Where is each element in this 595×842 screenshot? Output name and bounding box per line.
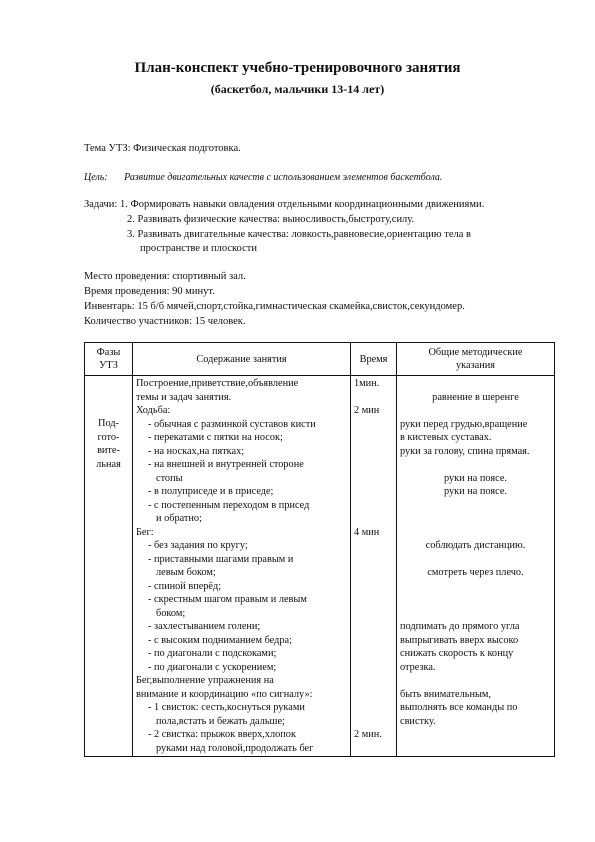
notes-line: руки за голову, спина прямая. — [400, 445, 530, 457]
notes-line: руки перед грудью,вращение — [400, 418, 528, 430]
content-line: темы и задач занятия. — [136, 391, 232, 403]
goal-text: Развитие двигательных качеств с использованием элементов баскетбола. — [124, 172, 443, 183]
content-cell — [133, 376, 351, 757]
content-line: боком; — [156, 607, 186, 619]
content-line: - 2 свистка: прыжок вверх,хлопок — [148, 729, 296, 740]
content-line: - 1 свисток: сесть,коснуться руками — [148, 702, 305, 713]
content-line: Ходьба: — [136, 405, 171, 416]
inventory-line: Инвентарь: 15 б/б мячей,спорт,стойка,гимнастическая скамейка,свисток,секундомер. — [84, 301, 465, 312]
content-line: Бег,выполнение упражнения на — [136, 675, 274, 686]
notes-cell — [397, 376, 555, 757]
document-title: План-конспект учебно-тренировочного занятия — [134, 60, 461, 76]
header-phase-line: Фазы — [96, 347, 121, 358]
content-line: Бег: — [136, 526, 154, 538]
phase-text: вите- — [97, 445, 120, 456]
notes-line: выполнять все команды по — [400, 702, 518, 713]
goal-label: Цель: — [84, 172, 108, 183]
document-subtitle: (баскетбол, мальчики 13-14 лет) — [210, 82, 385, 96]
header-time: Время — [351, 343, 397, 376]
content-line: - спиной вперёд; — [148, 580, 222, 592]
content-line: - захлестыванием голени; — [148, 621, 261, 632]
header-notes-line: указания — [456, 360, 495, 371]
content-line: - по диагонали с ускорением; — [148, 661, 277, 673]
notes-line: снижать скорость к концу — [400, 648, 514, 659]
time-line: Время проведения: 90 минут. — [84, 286, 215, 297]
content-line: и обратно; — [156, 513, 202, 524]
notes-line: смотреть через плечо. — [427, 567, 524, 578]
notes-line: в кистевых суставах. — [400, 432, 492, 443]
goal-line — [84, 172, 442, 183]
header-notes-line: Общие методические — [428, 347, 523, 358]
tasks-line-1: Задачи: 1. Формировать навыки овладения отдельными координационными движениями. — [84, 199, 485, 210]
time-value: 1мин. — [354, 378, 380, 389]
content-line: - обычная с разминкой суставов кисти — [148, 418, 316, 430]
time-value: 4 мин — [354, 526, 380, 538]
notes-line: отрезка. — [400, 661, 436, 673]
content-line: - с высоким подниманием бедра; — [148, 634, 292, 646]
header-phase-line: УТЗ — [99, 360, 118, 371]
content-line: - скрестным шагом правым и левым — [148, 594, 307, 605]
notes-line: руки на поясе. — [444, 486, 507, 497]
phase-text: льная — [96, 458, 121, 470]
notes-line: свистку. — [400, 715, 436, 727]
content-line: - перекатами с пятки на носок; — [148, 432, 283, 443]
content-line: - на внешней и внутренней стороне — [148, 459, 304, 470]
content-line: Построение,приветствие,объявление — [136, 378, 299, 389]
tasks-line-4: пространстве и плоскости — [140, 243, 257, 254]
content-line: - без задания по кругу; — [148, 540, 248, 551]
content-line: левым боком; — [156, 567, 216, 578]
notes-line: быть внимательным, — [400, 688, 491, 700]
notes-line: подпимать до прямого угла — [400, 621, 520, 632]
header-notes — [397, 343, 555, 376]
content-line: стопы — [156, 472, 183, 484]
notes-line: равнение в шеренге — [432, 391, 519, 403]
time-value: 2 мин. — [354, 729, 382, 740]
content-line: - на носках,на пятках; — [148, 445, 245, 457]
table-header-row — [85, 343, 555, 376]
theme-line: Тема УТЗ: Физическая подготовка. — [84, 143, 241, 154]
notes-line: соблюдать дистанцию. — [425, 540, 526, 551]
participants-line: Количество участников: 15 человек. — [84, 316, 246, 327]
tasks-line-3: 3. Развивать двигательные качества: ловкость,равновесие,ориентацию тела в — [127, 229, 471, 240]
content-line: - с постепенным переходом в присед — [148, 499, 310, 511]
lesson-plan-table — [84, 342, 555, 757]
notes-line: выпрыгивать вверх высоко — [400, 634, 519, 646]
tasks-line-2: 2. Развивать физические качества: выносливость,быстроту,силу. — [127, 214, 415, 225]
content-line: - в полуприседе и в приседе; — [148, 486, 274, 497]
content-line: - по диагонали с подскоками; — [148, 648, 277, 659]
header-content: Содержание занятия — [133, 343, 351, 376]
place-line: Место проведения: спортивный зал. — [84, 271, 246, 282]
notes-line: руки на поясе. — [444, 472, 507, 484]
time-value: 2 мин — [354, 405, 380, 416]
phase-text: Под- — [98, 418, 119, 429]
table-row — [85, 376, 555, 757]
header-phase — [85, 343, 133, 376]
content-line: руками над головой,продолжать бег — [156, 742, 314, 754]
phase-cell — [85, 376, 133, 757]
time-cell — [351, 376, 397, 757]
phase-text: гото- — [97, 431, 120, 443]
content-line: внимание и координацию «по сигналу»: — [136, 688, 313, 700]
content-line: пола,встать и бежать дальше; — [156, 715, 285, 727]
content-line: - приставными шагами правым и — [148, 553, 294, 565]
